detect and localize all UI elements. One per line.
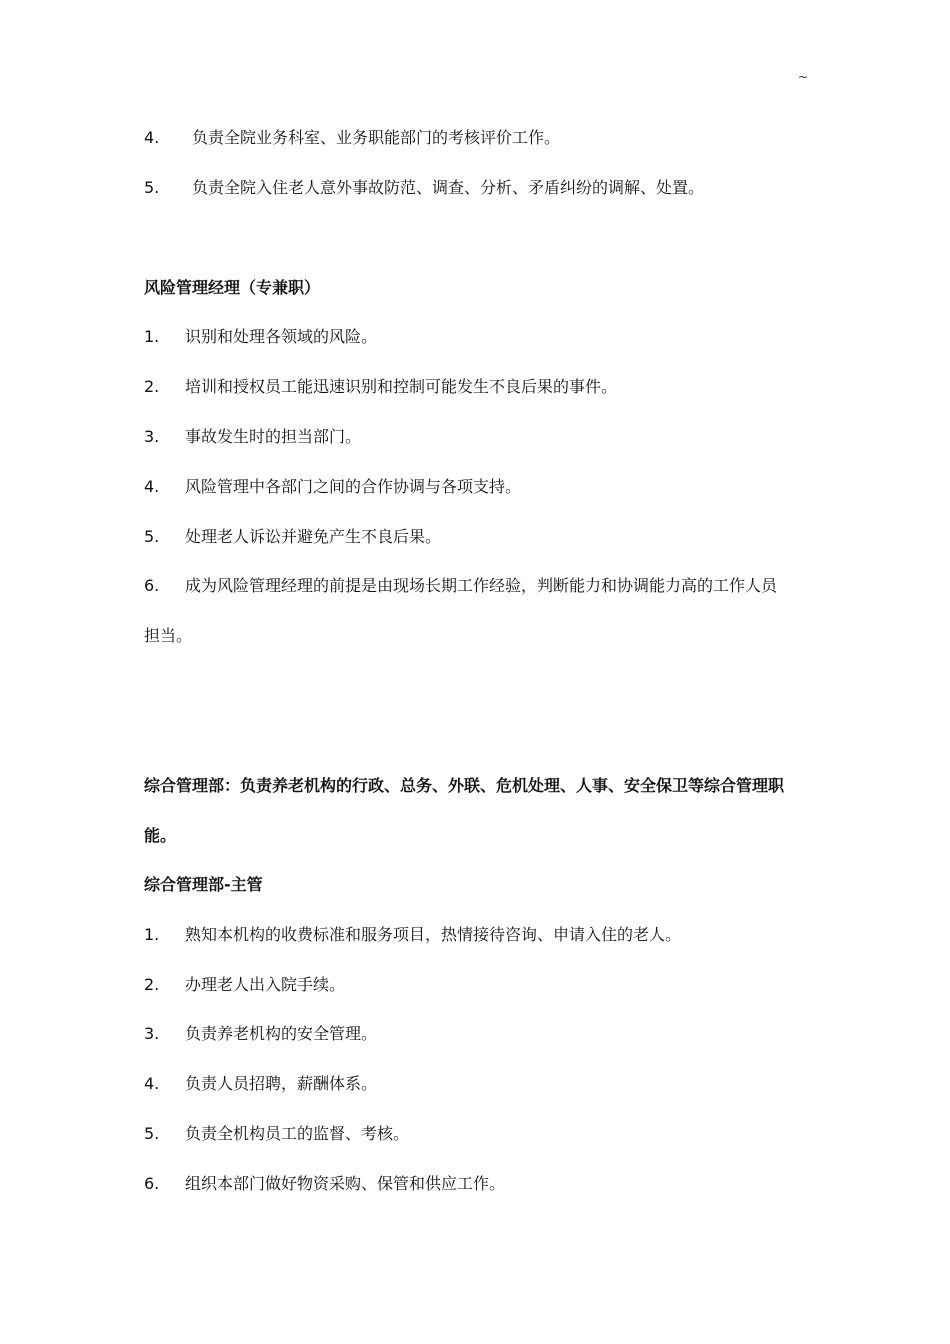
item-number: 6. [144,576,160,595]
item-text: 处理老人诉讼并避免产生不良后果。 [185,527,442,546]
item-text: 负责全院业务科室、业务职能部门的考核评价工作。 [192,128,561,147]
item-text: 培训和授权员工能迅速识别和控制可能发生不良后果的事件。 [185,377,618,396]
item-text: 风险管理中各部门之间的合作协调与各项支持。 [185,477,522,496]
item-number: 1. [144,327,160,346]
item-number: 4. [144,128,160,147]
item-number: 4. [144,477,160,496]
section-heading-general-dept: 综合管理部：负责养老机构的行政、总务、外联、危机处理、人事、安全保卫等综合管理职 [144,776,785,795]
item-text: 负责养老机构的安全管理。 [185,1024,378,1043]
item-number: 5. [144,178,160,197]
item-text: 熟知本机构的收费标准和服务项目，热情接待咨询、申请入住的老人。 [185,925,682,944]
item-number: 2. [144,377,160,396]
item-text: 负责人员招聘，薪酬体系。 [185,1074,378,1093]
list-item [144,325,814,349]
item-number: 1. [144,925,160,944]
item-number: 3. [144,427,160,446]
item-number: 2. [144,975,160,994]
list-item [144,1072,814,1096]
list-item [144,126,814,150]
item-text: 识别和处理各领域的风险。 [185,327,378,346]
item-number: 5. [144,1124,160,1143]
list-item [144,973,814,997]
list-item [144,176,814,200]
page-mark: ~ [798,70,809,84]
item-number: 5. [144,527,160,546]
item-number: 4. [144,1074,160,1093]
item-text: 办理老人出入院手续。 [185,975,346,994]
list-item [144,425,814,449]
list-item [144,1122,814,1146]
item-number: 3. [144,1024,160,1043]
item-text: 成为风险管理经理的前提是由现场长期工作经验，判断能力和协调能力高的工作人员 [185,576,778,595]
list-item [144,1022,814,1046]
subheading-supervisor: 综合管理部-主管 [144,875,263,894]
item-text: 负责全院入住老人意外事故防范、调查、分析、矛盾纠纷的调解、处置。 [192,178,705,197]
list-item [144,525,814,549]
item-text: 事故发生时的担当部门。 [185,427,362,446]
list-item [144,375,814,399]
item-text: 负责全机构员工的监督、考核。 [185,1124,410,1143]
section-heading-general-dept-cont: 能。 [144,826,177,845]
list-item [144,475,814,499]
item-text: 组织本部门做好物资采购、保管和供应工作。 [185,1174,506,1193]
section-heading-risk-manager: 风险管理经理（专兼职） [144,278,321,297]
list-item [144,574,814,598]
list-item [144,1172,814,1196]
item-number: 6. [144,1174,160,1193]
list-item [144,923,814,947]
list-item-continuation: 担当。 [144,626,193,645]
